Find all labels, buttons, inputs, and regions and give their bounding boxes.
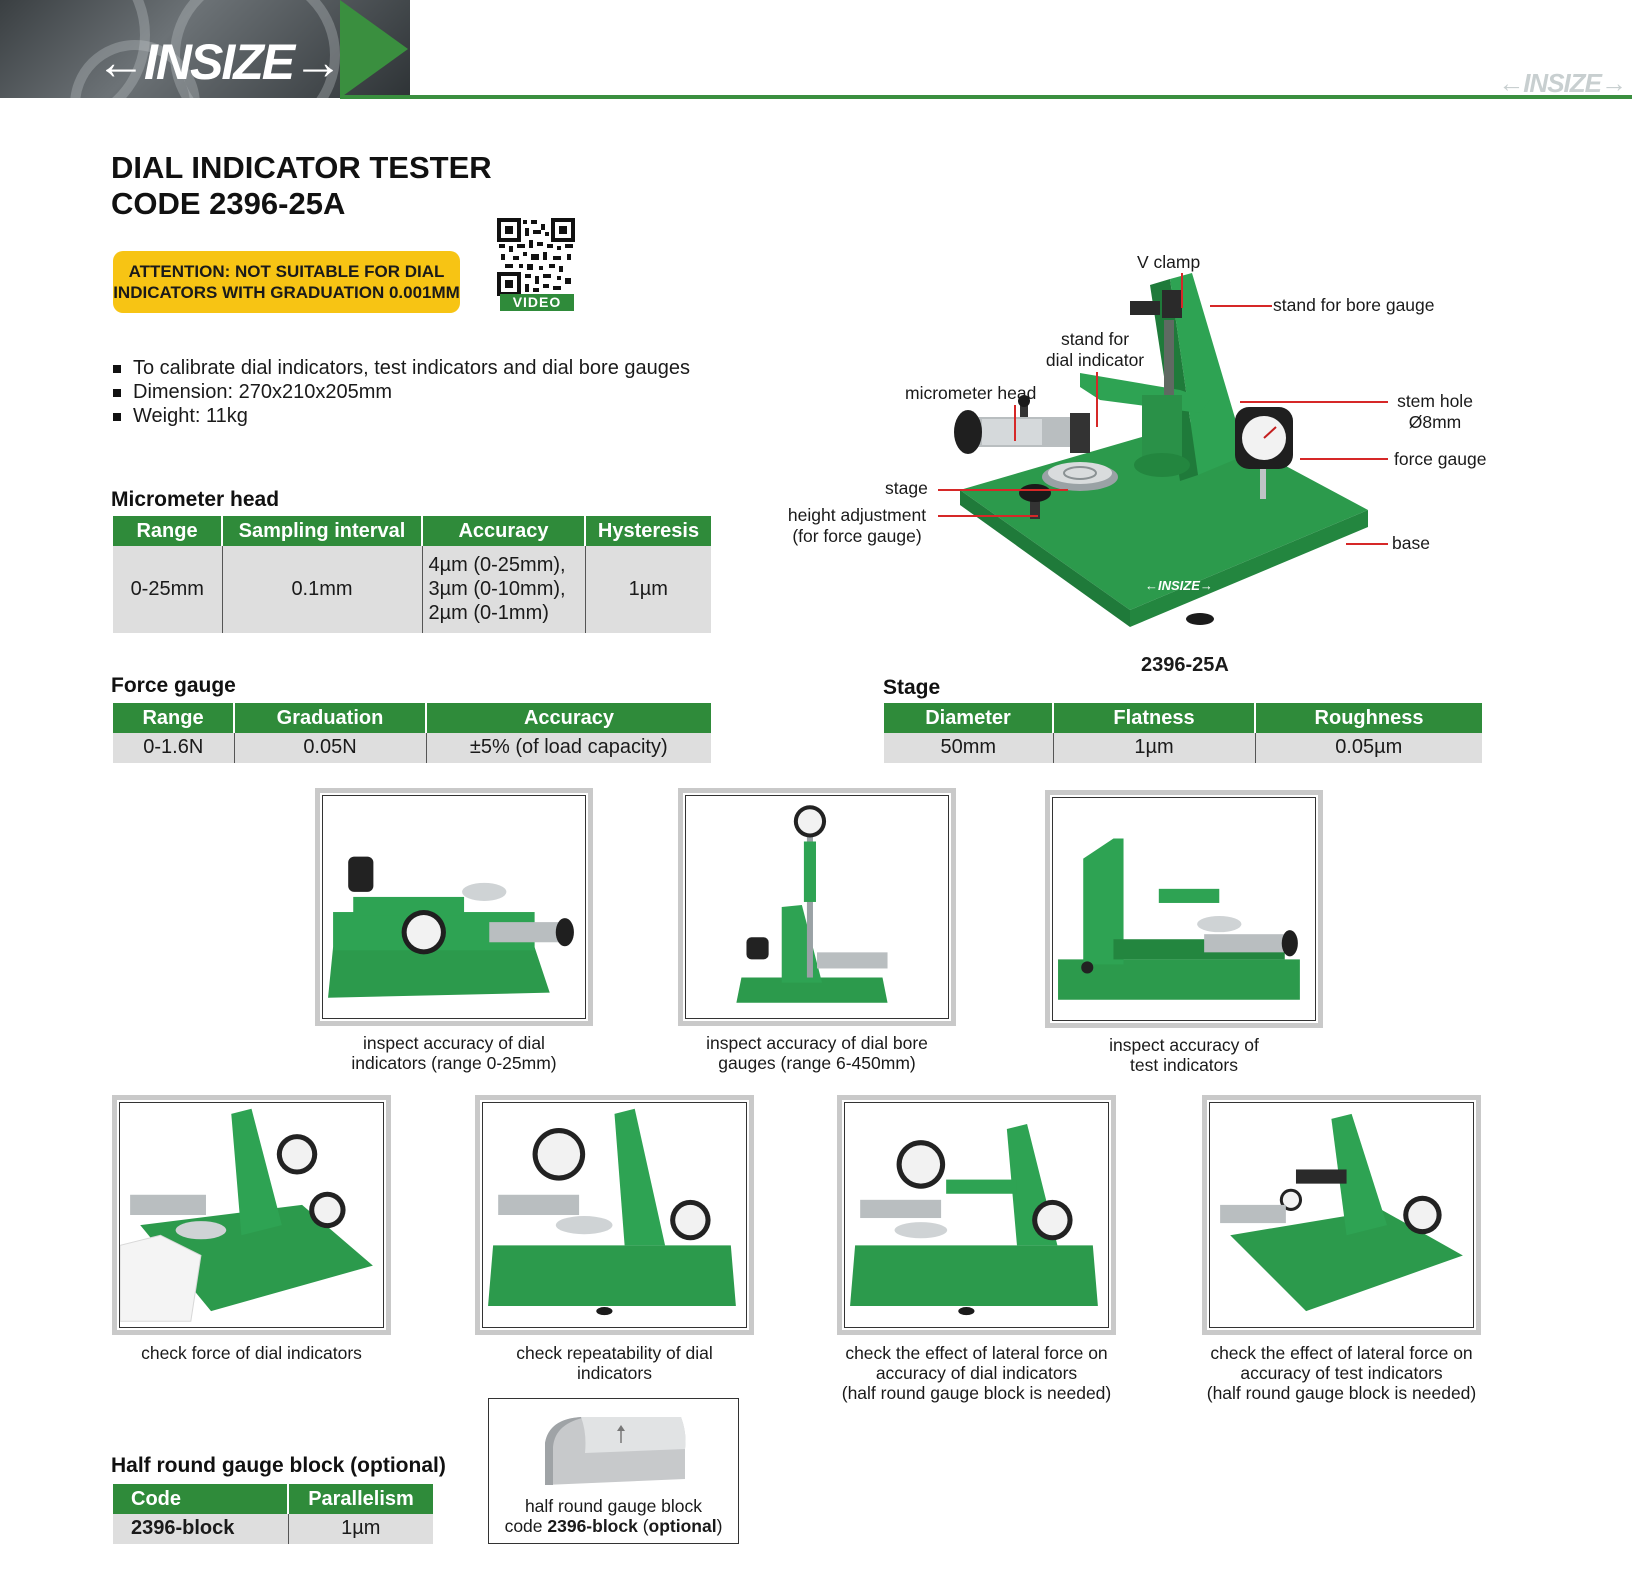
column-header: Hysteresis xyxy=(585,516,711,546)
caption-line: indicators (range 0-25mm) xyxy=(351,1053,557,1073)
product-illustration xyxy=(930,265,1400,635)
page-title xyxy=(111,150,492,222)
feature-item: To calibrate dial indicators, test indicators and dial bore gauges xyxy=(113,356,690,380)
column-header: Sampling interval xyxy=(222,516,422,546)
column-header: Range xyxy=(113,516,222,546)
label-force-gauge: force gauge xyxy=(1394,449,1487,469)
column-header: Flatness xyxy=(1053,703,1255,733)
tester-photo-icon xyxy=(1053,798,1315,1020)
column-header: Code xyxy=(113,1484,288,1514)
header-chevron xyxy=(340,0,408,98)
table-cell: ±5% (of load capacity) xyxy=(426,733,711,764)
table-cell: 0.1mm xyxy=(222,546,422,634)
feature-item: Dimension: 270x210x205mm xyxy=(113,380,690,404)
column-header: Roughness xyxy=(1255,703,1482,733)
caption-line: inspect accuracy of dial xyxy=(363,1033,545,1053)
tester-photo-icon xyxy=(686,796,948,1018)
photo-caption xyxy=(678,1033,956,1073)
photo-caption xyxy=(1045,1035,1323,1075)
accuracy-line: 3µm (0-10mm), xyxy=(428,578,566,601)
photo-caption xyxy=(315,1033,593,1073)
column-header: Diameter xyxy=(884,703,1053,733)
product-model: 2396-25A xyxy=(1141,654,1229,676)
caption-line: check the effect of lateral force on xyxy=(1210,1343,1473,1363)
micrometer-head-title: Micrometer head xyxy=(111,488,280,511)
caption-text: ) xyxy=(716,1516,723,1536)
tester-photo-icon xyxy=(483,1103,746,1327)
caption-line: test indicators xyxy=(1130,1055,1238,1075)
photo-caption xyxy=(112,1343,391,1363)
column-header: Graduation xyxy=(234,703,426,733)
feature-list xyxy=(113,356,690,428)
label-v-clamp: V clamp xyxy=(1137,252,1201,272)
attention-line-1: ATTENTION: NOT SUITABLE FOR DIAL xyxy=(128,262,445,281)
photo-caption xyxy=(475,1343,754,1383)
table-cell: 2396-block xyxy=(113,1514,288,1545)
stage-title: Stage xyxy=(883,676,941,699)
header-rule xyxy=(340,95,1632,99)
caption-line: check force of dial indicators xyxy=(141,1343,362,1363)
qr-video-label: VIDEO xyxy=(500,294,574,311)
photo-check-repeatability xyxy=(475,1095,754,1335)
label-stage: stage xyxy=(885,478,928,498)
table-cell: 50mm xyxy=(884,733,1053,764)
gauge-block-icon xyxy=(541,1413,689,1491)
half-block-title: Half round gauge block (optional) xyxy=(111,1454,446,1477)
label-stand-bore-gauge: stand for bore gauge xyxy=(1273,295,1435,315)
accuracy-line: 4µm (0-25mm), xyxy=(428,554,566,577)
label-line: Ø8mm xyxy=(1408,412,1462,432)
insize-logo: ←INSIZE→ xyxy=(96,34,342,90)
table-cell: 1µm xyxy=(288,1514,433,1545)
insize-logo-small: ←INSIZE→ xyxy=(1498,68,1626,98)
column-header: Accuracy xyxy=(426,703,711,733)
column-header: Parallelism xyxy=(288,1484,433,1514)
caption-code: 2396-block xyxy=(547,1516,638,1536)
label-line: stand for xyxy=(1060,329,1130,349)
attention-line-2: INDICATORS WITH GRADUATION 0.001MM xyxy=(113,283,460,302)
caption-line: (half round gauge block is needed) xyxy=(841,1383,1112,1403)
table-cell-accuracy xyxy=(422,546,585,634)
label-stem-hole xyxy=(1390,391,1480,433)
base-logo: ←INSIZE→ xyxy=(1145,578,1213,593)
caption-line: indicators xyxy=(577,1363,652,1383)
caption-line: half round gauge block xyxy=(524,1496,703,1516)
column-header: Accuracy xyxy=(422,516,585,546)
photo-test-indicator-inspect xyxy=(1045,790,1323,1028)
caption-line: check the effect of lateral force on xyxy=(845,1343,1108,1363)
caption-line: inspect accuracy of dial bore xyxy=(706,1033,928,1053)
stage-table xyxy=(884,703,1482,766)
label-micrometer-head: micrometer head xyxy=(905,383,1037,403)
title-line-2: CODE 2396-25A xyxy=(111,186,346,221)
table-cell: 0.05N xyxy=(234,733,426,764)
column-header: Range xyxy=(113,703,234,733)
label-height-adjustment xyxy=(782,505,932,547)
caption-line: accuracy of dial indicators xyxy=(875,1363,1078,1383)
photo-dial-indicator-inspect xyxy=(315,788,593,1026)
micrometer-head-table xyxy=(113,516,711,636)
label-base: base xyxy=(1392,533,1430,553)
half-block-caption xyxy=(489,1496,738,1536)
force-gauge-table xyxy=(113,703,711,766)
accuracy-line: 2µm (0-1mm) xyxy=(428,602,549,625)
label-line: height adjustment xyxy=(787,505,927,525)
tester-photo-icon xyxy=(323,796,585,1018)
label-stand-dial-indicator xyxy=(1040,329,1150,371)
caption-line: check repeatability of dial xyxy=(516,1343,713,1363)
caption-line: gauges (range 6-450mm) xyxy=(718,1053,916,1073)
table-cell: 1µm xyxy=(1053,733,1255,764)
caption-text: code xyxy=(504,1516,548,1536)
photo-caption xyxy=(817,1343,1136,1403)
caption-text: ( xyxy=(637,1516,649,1536)
caption-line: accuracy of test indicators xyxy=(1240,1363,1443,1383)
half-block-table xyxy=(113,1484,433,1547)
table-cell: 0-1.6N xyxy=(113,733,234,764)
caption-line: inspect accuracy of xyxy=(1109,1035,1259,1055)
half-block-photo-frame xyxy=(488,1398,739,1544)
photo-lateral-force-test xyxy=(1202,1095,1481,1335)
photo-bore-gauge-inspect xyxy=(678,788,956,1026)
photo-check-force xyxy=(112,1095,391,1335)
table-cell: 1µm xyxy=(585,546,711,634)
label-line: stem hole xyxy=(1397,391,1473,411)
caption-line: (half round gauge block is needed) xyxy=(1206,1383,1477,1403)
force-gauge-title: Force gauge xyxy=(111,674,236,697)
tester-photo-icon xyxy=(120,1103,383,1327)
table-cell: 0-25mm xyxy=(113,546,222,634)
photo-caption xyxy=(1182,1343,1501,1403)
feature-item: Weight: 11kg xyxy=(113,404,690,428)
title-line-1: DIAL INDICATOR TESTER xyxy=(111,150,492,185)
caption-optional: optional xyxy=(648,1516,717,1536)
label-line: dial indicator xyxy=(1045,350,1145,370)
label-line: (for force gauge) xyxy=(792,526,922,546)
table-cell: 0.05µm xyxy=(1255,733,1482,764)
tester-photo-icon xyxy=(1210,1103,1473,1327)
tester-photo-icon xyxy=(845,1103,1108,1327)
photo-lateral-force-dial xyxy=(837,1095,1116,1335)
attention-badge xyxy=(113,251,460,313)
caption-line xyxy=(489,1516,738,1536)
